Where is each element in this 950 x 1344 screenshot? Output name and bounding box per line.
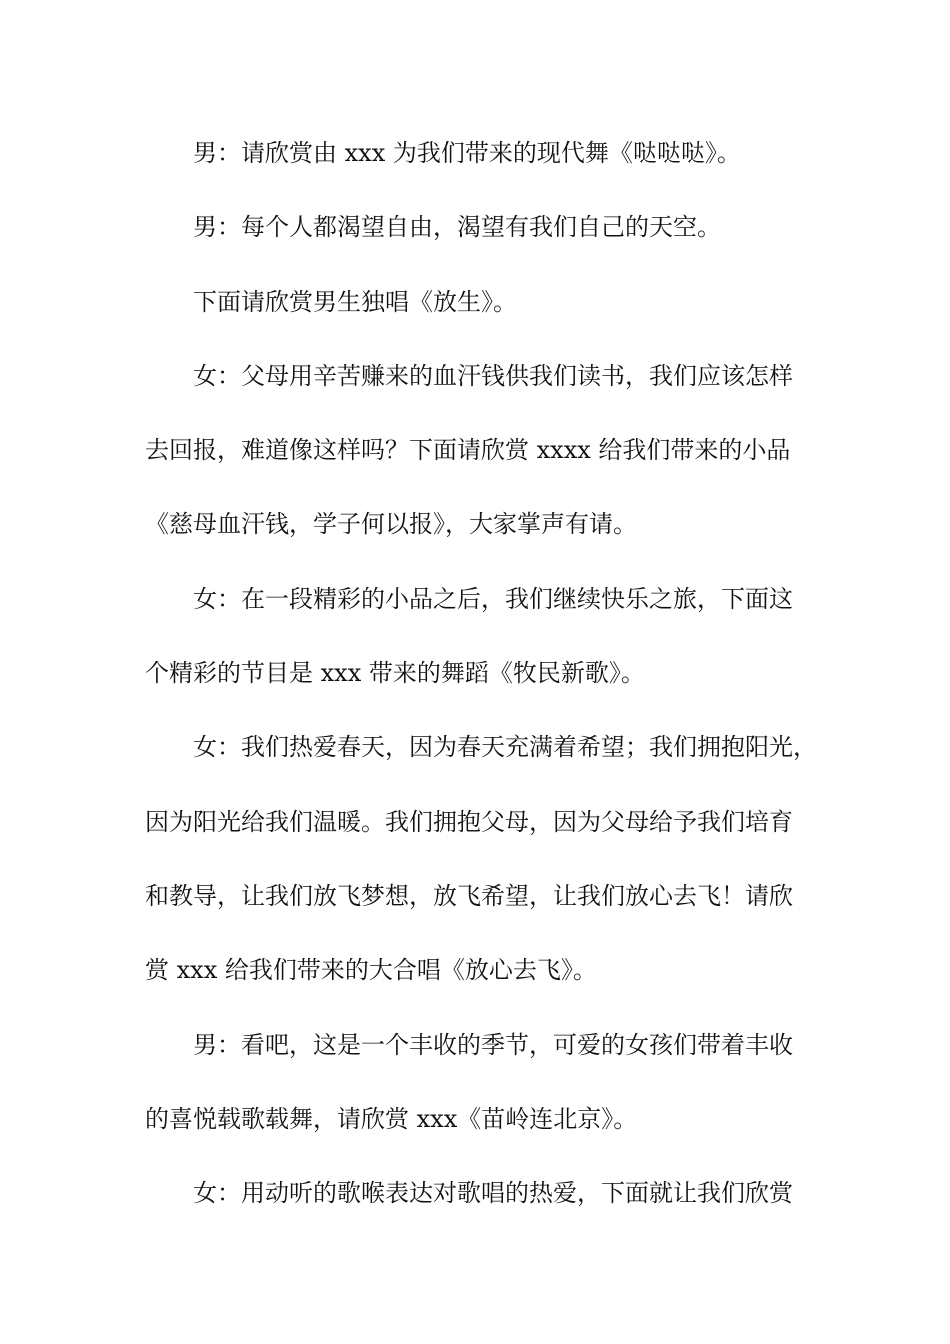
paragraph-line: 因为阳光给我们温暖。我们拥抱父母，因为父母给予我们培育 [145, 807, 793, 836]
paragraph-line: 女：用动听的歌喉表达对歌唱的热爱，下面就让我们欣赏 [193, 1179, 793, 1208]
paragraph-line: 女：我们热爱春天，因为春天充满着希望；我们拥抱阳光， [193, 733, 817, 762]
paragraph-line: 男：看吧，这是一个丰收的季节，可爱的女孩们带着丰收 [193, 1030, 793, 1059]
paragraph-line: 女：父母用辛苦赚来的血汗钱供我们读书，我们应该怎样 [193, 361, 793, 390]
paragraph-line: 下面请欣赏男生独唱《放生》。 [193, 287, 517, 316]
document-body [145, 130, 825, 1244]
paragraph-line: 和教导，让我们放飞梦想，放飞希望，让我们放心去飞！请欣 [145, 881, 793, 910]
paragraph-line: 女：在一段精彩的小品之后，我们继续快乐之旅，下面这 [193, 584, 793, 613]
paragraph-line: 男：请欣赏由 xxx 为我们带来的现代舞《哒哒哒》。 [193, 139, 741, 167]
paragraph-line: 《慈母血汗钱，学子何以报》，大家掌声有请。 [145, 510, 637, 539]
paragraph-line: 的喜悦载歌载舞，请欣赏 xxx《苗岭连北京》。 [145, 1104, 638, 1133]
paragraph-line: 去回报，难道像这样吗？下面请欣赏 xxxx 给我们带来的小品 [145, 436, 791, 465]
paragraph-line: 男：每个人都渴望自由，渴望有我们自己的天空。 [193, 213, 721, 242]
paragraph-line: 赏 xxx 给我们带来的大合唱《放心去飞》。 [145, 956, 597, 985]
paragraph-line: 个精彩的节目是 xxx 带来的舞蹈《牧民新歌》。 [145, 659, 645, 688]
